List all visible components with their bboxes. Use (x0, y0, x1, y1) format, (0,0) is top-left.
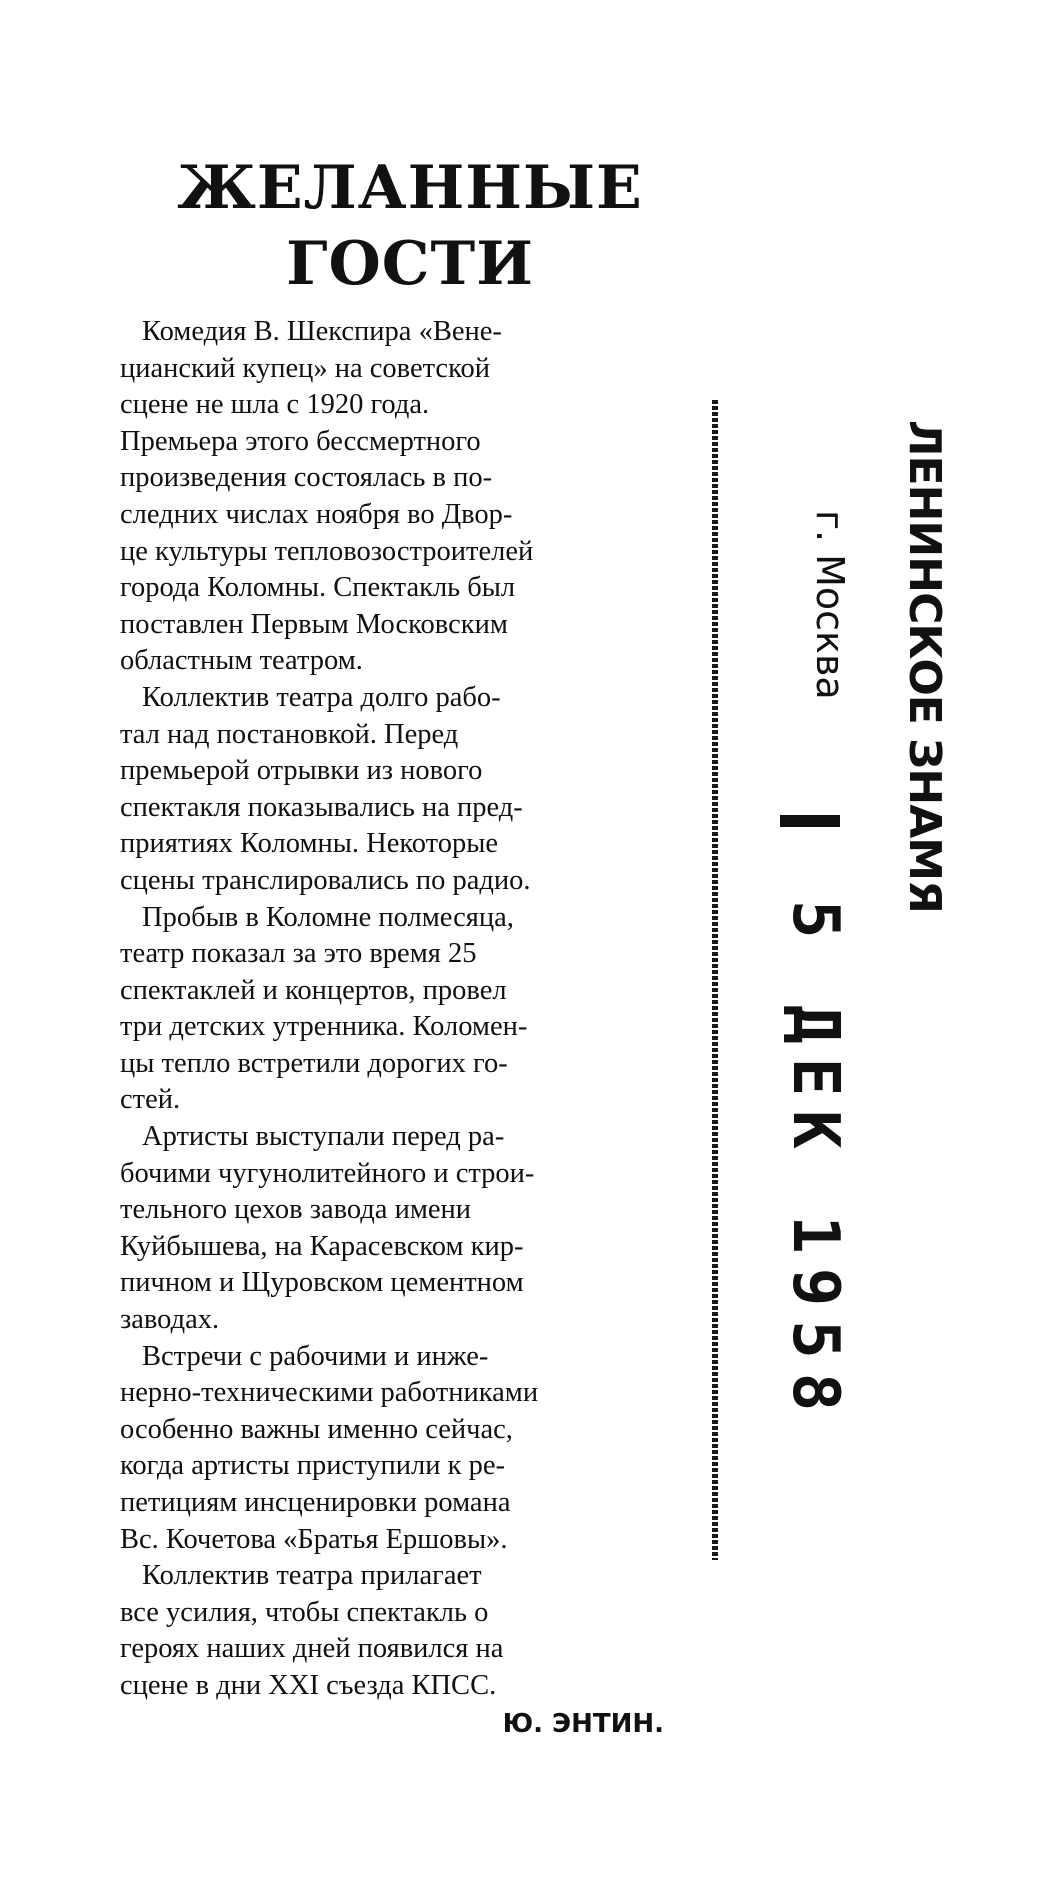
text-line: цианский купец» на советской (120, 352, 490, 384)
author-signature: Ю. ЭНТИН. (502, 1708, 664, 1739)
paragraph-1 (120, 314, 700, 680)
newspaper-article (120, 150, 700, 1739)
text-line: Комедия В. Шекспира «Вене- (142, 316, 502, 347)
text-line: тал над постановкой. Перед (120, 718, 459, 750)
text-line: це культуры тепловозостроителей (120, 535, 534, 567)
stamp-date: 5 ДЕК 1958 (778, 900, 852, 1426)
column-rule (712, 400, 718, 1560)
text-line: областным театром. (120, 645, 363, 677)
text-line: три детских утренника. Коломен- (120, 1011, 528, 1043)
text-line: все усилия, чтобы спектакль о (120, 1596, 489, 1628)
text-line: Куйбышева, на Карасевском кир- (120, 1230, 524, 1262)
text-line: Коллектив театра прилагает (142, 1560, 482, 1592)
text-line: спектакля показывались на пред- (120, 791, 523, 823)
text-line: когда артисты приступили к ре- (120, 1450, 506, 1482)
text-line: пичном и Щуровском цементном (120, 1267, 524, 1299)
paragraph-2 (120, 680, 700, 900)
text-line: Премьера этого бессмертного (120, 425, 481, 457)
text-line: Вс. Кочетова «Братья Ершовы». (120, 1523, 508, 1555)
text-line: бочими чугунолитейного и строи- (120, 1157, 535, 1189)
text-line: Пробыв в Коломне полмесяца, (142, 901, 514, 933)
text-line: заводах. (120, 1304, 220, 1336)
text-line: Встречи с рабочими и инже- (142, 1340, 489, 1372)
text-line: тельного цехов завода имени (120, 1194, 472, 1226)
headline-line-2: ГОСТИ (286, 229, 534, 299)
text-line: петициям инсценировки романа (120, 1487, 511, 1518)
paragraph-6 (120, 1558, 700, 1704)
text-line: Коллектив театра долго рабо- (142, 681, 501, 713)
text-line: стей. (120, 1084, 181, 1116)
text-line: приятиях Коломны. Некоторые (120, 828, 499, 860)
text-line: поставлен Первым Московским (120, 608, 508, 640)
stamp-city: г. Москва (808, 510, 852, 700)
stamp-date-bar (780, 815, 840, 827)
text-line: премьерой отрывки из нового (120, 755, 483, 787)
text-line: сцене в дни XXI съезда КПСС. (120, 1669, 497, 1701)
paragraph-4 (120, 1119, 700, 1339)
text-line: сцены транслировались по радио. (120, 864, 531, 896)
text-line: героях наших дней появился на (120, 1633, 504, 1665)
text-line: Артисты выступали перед ра- (142, 1121, 505, 1153)
text-line: особенно важны именно сейчас, (120, 1413, 513, 1445)
text-line: цы тепло встретили дорогих го- (120, 1047, 508, 1079)
paragraph-5 (120, 1339, 700, 1559)
text-line: нерно-техническими работниками (120, 1377, 539, 1409)
text-line: города Коломны. Спектакль был (120, 572, 516, 604)
text-line: сцене не шла с 1920 года. (120, 389, 430, 421)
text-line: театр показал за это время 25 (120, 938, 477, 970)
paragraph-3 (120, 900, 700, 1120)
text-line: спектаклей и концертов, провел (120, 974, 507, 1006)
text-line: произведения состоялась в по- (120, 462, 493, 494)
clipping-stamp (740, 420, 970, 1426)
text-line: следних числах ноября во Двор- (120, 498, 513, 530)
headline-line-1: ЖЕЛАННЫЕ (177, 153, 643, 223)
headline (120, 150, 700, 302)
stamp-newspaper-name: ЛЕНИНСКОЕ ЗНАМЯ (899, 420, 950, 913)
